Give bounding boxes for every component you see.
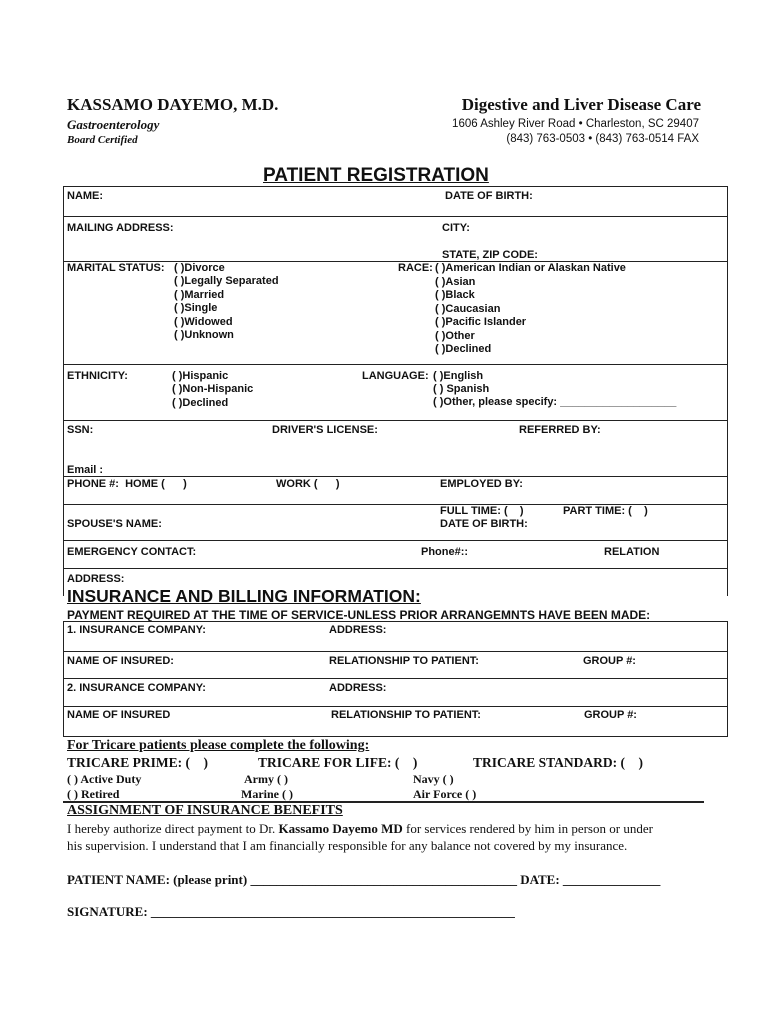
ins-rule-1 — [63, 651, 728, 652]
rule-name — [63, 216, 728, 217]
language-options — [433, 383, 676, 410]
drivers-license-label: DRIVER'S LICENSE: — [272, 424, 378, 436]
retired-option[interactable]: ( ) Retired — [67, 787, 120, 801]
rule-ssn — [63, 476, 728, 477]
rule-spouse — [63, 540, 728, 541]
spouse-dob-label: DATE OF BIRTH: — [440, 518, 528, 530]
race-option[interactable]: ( )Other — [435, 329, 475, 342]
active-duty-option[interactable]: ( ) Active Duty — [67, 772, 142, 786]
dob-label: DATE OF BIRTH: — [445, 190, 533, 202]
authorization-line-1 — [67, 821, 653, 837]
specialty: Gastroenterology — [67, 117, 160, 132]
patient-name-line[interactable]: PATIENT NAME: (please print) _________________________________________ DATE: _______________ — [67, 872, 661, 887]
spouse-name-label: SPOUSE'S NAME: — [67, 518, 162, 530]
rule-top — [63, 186, 728, 187]
ethnicity-option[interactable]: ( )Hispanic — [172, 370, 229, 382]
insurance-company-1-label: 1. INSURANCE COMPANY: — [67, 624, 206, 636]
group-1-label: GROUP #: — [583, 655, 636, 667]
page-title: PATIENT REGISTRATION — [263, 165, 489, 186]
practice-phones: (843) 763-0503 • (843) 763-0514 FAX — [506, 133, 699, 145]
insurance-heading: INSURANCE AND BILLING INFORMATION: — [67, 586, 421, 606]
authorization-text: I hereby authorize direct payment to Dr. — [67, 821, 279, 836]
ins-rule-bottom — [63, 736, 728, 737]
race-label: RACE: — [398, 262, 433, 274]
race-option-first[interactable]: ( )American Indian or Alaskan Native — [435, 262, 626, 274]
ins-rule-3 — [63, 706, 728, 707]
ethnicity-option[interactable]: ( )Non-Hispanic — [172, 383, 254, 396]
air-force-option[interactable]: Air Force ( ) — [413, 787, 477, 801]
rule-ethnicity — [63, 420, 728, 421]
ins-box-right — [727, 621, 728, 737]
race-option[interactable]: ( )Asian — [435, 276, 476, 288]
race-option[interactable]: ( )Declined — [435, 343, 492, 356]
insured-2-label: NAME OF INSURED — [67, 709, 171, 721]
name-label: NAME: — [67, 190, 104, 202]
employed-by-label: EMPLOYED BY: — [440, 478, 523, 490]
marital-label: MARITAL STATUS: — [67, 262, 165, 274]
mailing-label: MAILING ADDRESS: — [67, 222, 174, 234]
language-label: LANGUAGE: — [362, 370, 429, 382]
race-option[interactable]: ( )Caucasian — [435, 302, 501, 315]
marital-option[interactable]: ( )Widowed — [174, 315, 233, 328]
assignment-heading: ASSIGNMENT OF INSURANCE BENEFITS — [67, 803, 343, 818]
practice-address: 1606 Ashley River Road • Charleston, SC 29407 — [452, 118, 699, 130]
marital-option[interactable]: ( )Married — [174, 288, 225, 301]
tricare-for-life[interactable]: TRICARE FOR LIFE: ( ) — [258, 755, 418, 770]
race-option[interactable]: ( )Pacific Islander — [435, 316, 527, 329]
group-2-label: GROUP #: — [584, 709, 637, 721]
ethnicity-options — [172, 370, 253, 410]
box-right-border — [727, 186, 728, 596]
relationship-1-label: RELATIONSHIP TO PATIENT: — [329, 655, 479, 667]
marine-option[interactable]: Marine ( ) — [241, 787, 293, 801]
marital-option[interactable]: ( )Legally Separated — [174, 275, 279, 288]
authorization-line-2: his supervision. I understand that I am financially responsible for any balance not covered by my insurance. — [67, 838, 628, 853]
insurance-address-2-label: ADDRESS: — [329, 682, 387, 694]
rule-emergency — [63, 568, 728, 569]
doctor-name: KASSAMO DAYEMO, M.D. — [67, 95, 279, 114]
race-options — [435, 276, 526, 356]
navy-option[interactable]: Navy ( ) — [413, 772, 454, 786]
certification: Board Certified — [67, 134, 138, 146]
race-option[interactable]: ( )Black — [435, 289, 475, 302]
full-time-label[interactable]: FULL TIME: ( ) — [440, 505, 524, 517]
state-zip-label: STATE, ZIP CODE: — [442, 249, 538, 261]
language-option[interactable]: ( )Other, please specify: ___________________ — [433, 396, 677, 409]
rule-marital — [63, 364, 728, 365]
doctor-name-inline: Kassamo Dayemo MD — [278, 821, 403, 836]
insured-1-label: NAME OF INSURED: — [67, 655, 174, 667]
payment-notice: PAYMENT REQUIRED AT THE TIME OF SERVICE-UNLESS PRIOR ARRANGEMNTS HAVE BEEN MADE: — [67, 608, 651, 622]
ins-rule-2 — [63, 678, 728, 679]
home-phone-label: PHONE #: HOME ( ) — [67, 478, 187, 490]
signature-line[interactable]: SIGNATURE: ________________________________________________________ — [67, 904, 515, 919]
box-left-border — [63, 186, 64, 596]
ssn-label: SSN: — [67, 424, 94, 436]
practice-name: Digestive and Liver Disease Care — [461, 95, 701, 114]
city-label: CITY: — [442, 222, 470, 234]
tricare-standard[interactable]: TRICARE STANDARD: ( ) — [473, 755, 644, 770]
work-phone-label: WORK ( ) — [276, 478, 340, 490]
emergency-contact-label: EMERGENCY CONTACT: — [67, 546, 197, 558]
language-option[interactable]: ( ) Spanish — [433, 383, 490, 395]
insurance-company-2-label: 2. INSURANCE COMPANY: — [67, 682, 206, 694]
relation-label: RELATION — [604, 546, 660, 558]
insurance-address-1-label: ADDRESS: — [329, 624, 387, 636]
marital-option[interactable]: ( )Single — [174, 302, 218, 315]
relationship-2-label: RELATIONSHIP TO PATIENT: — [331, 709, 481, 721]
marital-options — [174, 262, 279, 342]
marital-option[interactable]: ( )Unknown — [174, 329, 234, 342]
marital-option[interactable]: ( )Divorce — [174, 262, 225, 274]
language-option-first[interactable]: ( )English — [433, 370, 484, 382]
army-option[interactable]: Army ( ) — [244, 772, 288, 786]
address-label: ADDRESS: — [67, 573, 125, 585]
tricare-heading: For Tricare patients please complete the following: — [67, 738, 370, 753]
ethnicity-option[interactable]: ( )Declined — [172, 396, 229, 409]
part-time-label[interactable]: PART TIME: ( ) — [563, 505, 648, 517]
tricare-prime[interactable]: TRICARE PRIME: ( ) — [67, 755, 208, 770]
authorization-text-end: for services rendered by him in person or under — [402, 821, 653, 836]
referred-by-label: REFERRED BY: — [519, 424, 601, 436]
emergency-phone-label: Phone#:: — [421, 546, 469, 558]
ethnicity-label: ETHNICITY: — [67, 370, 128, 382]
ins-box-left — [63, 621, 64, 737]
email-label: Email : — [67, 464, 104, 476]
ins-rule-top — [63, 621, 728, 622]
